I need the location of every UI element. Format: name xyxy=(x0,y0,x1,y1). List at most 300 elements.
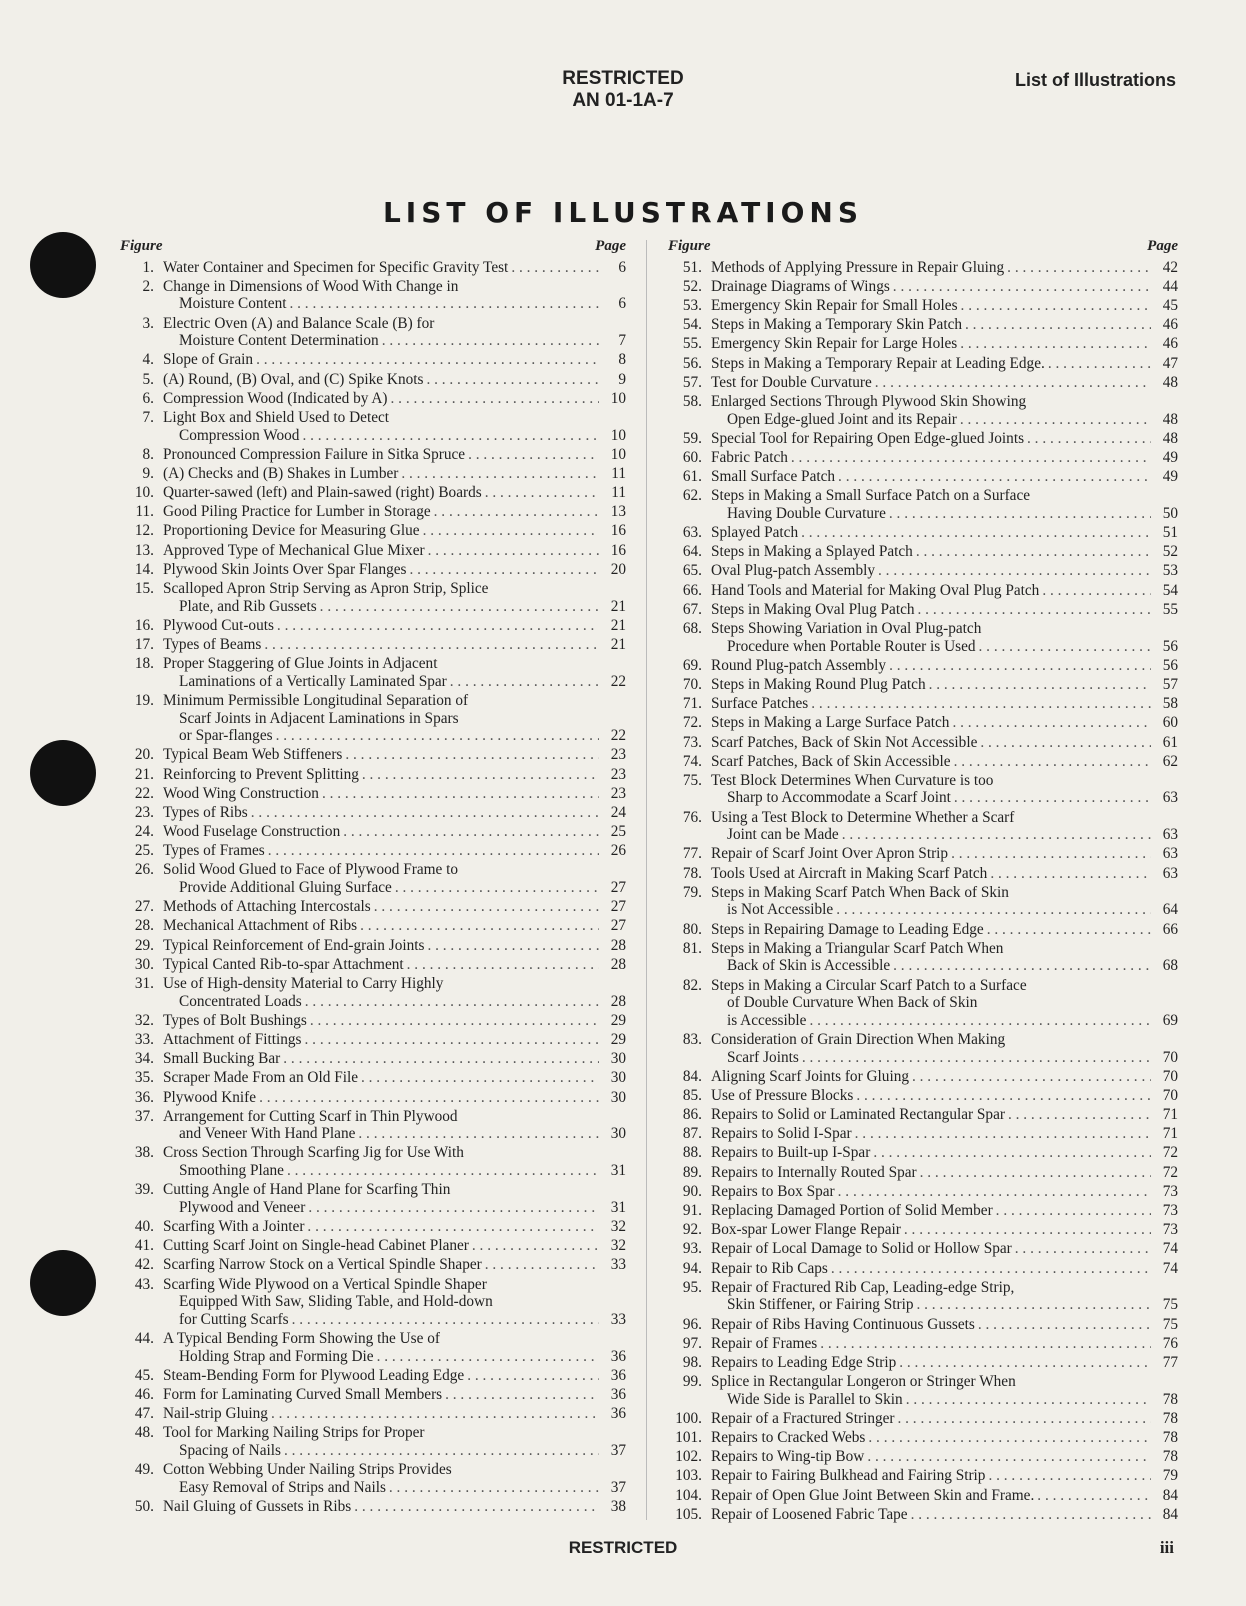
figure-entry xyxy=(668,809,1178,844)
figure-caption-line: Types of Beams xyxy=(163,635,262,653)
dot-leader xyxy=(310,1012,599,1030)
dot-leader xyxy=(468,446,599,464)
figure-page-number: 51 xyxy=(1162,524,1178,542)
figure-number: 40. xyxy=(134,1218,154,1236)
figure-number: 27. xyxy=(134,898,154,916)
figure-number: 96. xyxy=(682,1315,702,1333)
figure-caption-line: Water Container and Specimen for Specific Gravity Test xyxy=(163,258,509,276)
figure-caption-line: Special Tool for Repairing Open Edge-glued Joints xyxy=(711,429,1025,447)
figure-caption-line: Scarf Joints xyxy=(727,1048,799,1066)
dot-leader xyxy=(954,789,1151,807)
figure-page-number: 28 xyxy=(610,955,626,973)
figure-number: 35. xyxy=(134,1069,154,1087)
figure-number: 52. xyxy=(682,277,702,295)
figure-caption-line: Laminations of a Vertically Laminated Spar xyxy=(179,672,447,690)
figure-page-number: 30 xyxy=(610,1069,626,1087)
figure-number: 44. xyxy=(134,1329,154,1347)
figure-number: 89. xyxy=(682,1163,702,1181)
figure-caption-line: (A) Round, (B) Oval, and (C) Spike Knots xyxy=(163,370,424,388)
figure-number: 51. xyxy=(682,258,702,276)
figure-entry xyxy=(668,772,1178,807)
figure-page-number: 50 xyxy=(1162,504,1178,522)
figure-page-number: 22 xyxy=(610,672,626,690)
figure-page-number: 16 xyxy=(610,522,626,540)
figure-number: 77. xyxy=(682,845,702,863)
figure-page-number: 37 xyxy=(610,1441,626,1459)
figure-entry xyxy=(668,753,1178,771)
figure-page-number: 63 xyxy=(1162,864,1178,882)
dot-leader xyxy=(305,1031,599,1049)
figure-entry xyxy=(668,1410,1178,1428)
figure-entry xyxy=(668,1354,1178,1372)
dot-leader xyxy=(838,468,1151,486)
figure-caption-line: Repairs to Wing-tip Bow xyxy=(711,1448,865,1466)
figure-caption-line: Slope of Grain xyxy=(163,351,254,369)
dot-leader xyxy=(952,714,1151,732)
figure-entry xyxy=(668,1106,1178,1124)
dot-leader xyxy=(906,1391,1151,1409)
dot-leader xyxy=(960,335,1151,353)
figure-number: 75. xyxy=(682,771,702,789)
dot-leader xyxy=(996,1202,1151,1220)
dot-leader xyxy=(878,562,1151,580)
figure-number: 72. xyxy=(682,714,702,732)
figure-caption-line: Tools Used at Aircraft in Making Scarf Patch xyxy=(711,864,988,882)
figure-page-number: 72 xyxy=(1162,1144,1178,1162)
dot-leader xyxy=(308,1199,599,1217)
figure-number: 9. xyxy=(142,464,154,482)
dot-leader xyxy=(951,845,1151,863)
dot-leader xyxy=(809,1012,1151,1030)
figure-page-number: 36 xyxy=(610,1347,626,1365)
dot-leader xyxy=(511,259,599,277)
figure-number: 29. xyxy=(134,936,154,954)
dot-leader xyxy=(1042,582,1151,600)
figure-entry xyxy=(120,371,626,389)
figure-caption-line: Oval Plug-patch Assembly xyxy=(711,562,876,580)
figure-page-number: 79 xyxy=(1162,1467,1178,1485)
figure-caption-line: Repairs to Cracked Webs xyxy=(711,1429,866,1447)
figure-page-number: 27 xyxy=(610,917,626,935)
dot-leader xyxy=(920,1164,1151,1182)
figure-caption-line: Small Bucking Bar xyxy=(163,1050,281,1068)
figure-caption-line: Wood Wing Construction xyxy=(163,784,319,802)
figure-entry xyxy=(120,446,626,464)
figure-page-number: 49 xyxy=(1162,448,1178,466)
dot-leader xyxy=(287,1162,599,1180)
figure-entry xyxy=(668,543,1178,561)
figure-number: 43. xyxy=(134,1275,154,1293)
figure-number: 69. xyxy=(682,656,702,674)
figure-caption-line: Attachment of Fittings xyxy=(163,1030,302,1048)
figure-caption-line: Scraper Made From an Old File xyxy=(163,1069,358,1087)
figure-caption-line: Fabric Patch xyxy=(711,448,788,466)
dot-leader xyxy=(268,842,599,860)
dot-leader xyxy=(259,1089,599,1107)
dot-leader xyxy=(322,785,599,803)
figure-number: 53. xyxy=(682,296,702,314)
figure-page-number: 23 xyxy=(610,784,626,802)
dot-leader xyxy=(320,598,599,616)
figure-page-number: 26 xyxy=(610,842,626,860)
figure-number: 99. xyxy=(682,1373,702,1391)
figure-entry xyxy=(668,845,1178,863)
figure-caption-line: or Spar-flanges xyxy=(179,727,273,745)
figure-number: 63. xyxy=(682,524,702,542)
figure-number: 62. xyxy=(682,487,702,505)
figure-entry xyxy=(120,1031,626,1049)
figure-entry xyxy=(668,1125,1178,1143)
figure-entry xyxy=(668,1487,1178,1505)
figure-caption-line: Plywood Knife xyxy=(163,1088,257,1106)
figure-page-number: 25 xyxy=(610,823,626,841)
dot-leader xyxy=(264,636,599,654)
figure-page-number: 69 xyxy=(1162,1011,1178,1029)
figure-page-number: 73 xyxy=(1162,1202,1178,1220)
figure-page-number: 71 xyxy=(1162,1106,1178,1124)
figure-number: 80. xyxy=(682,920,702,938)
figure-number: 30. xyxy=(134,955,154,973)
figure-entry xyxy=(668,1164,1178,1182)
figure-caption-line: Approved Type of Mechanical Glue Mixer xyxy=(163,541,425,559)
figure-number: 1. xyxy=(142,258,154,276)
figure-page-number: 31 xyxy=(610,1198,626,1216)
dot-leader xyxy=(290,295,600,313)
figure-page-number: 44 xyxy=(1162,277,1178,295)
column-divider xyxy=(646,240,647,1520)
figure-number: 85. xyxy=(682,1086,702,1104)
figure-page-number: 32 xyxy=(610,1218,626,1236)
figure-caption-line: Proper Staggering of Glue Joints in Adjacent xyxy=(163,655,438,673)
figure-number: 102. xyxy=(675,1448,702,1466)
figure-caption-line: Sharp to Accommodate a Scarf Joint xyxy=(727,789,951,807)
figure-caption-line: Round Plug-patch Assembly xyxy=(711,656,887,674)
figure-number: 83. xyxy=(682,1030,702,1048)
dot-leader xyxy=(360,917,599,935)
figure-number: 92. xyxy=(682,1221,702,1239)
figure-entry xyxy=(120,561,626,579)
header-doc-number: AN 01-1A-7 xyxy=(572,90,674,111)
figure-caption-line: Equipped With Saw, Sliding Table, and Hold-down xyxy=(179,1293,493,1311)
dot-leader xyxy=(485,484,599,502)
figure-caption-line: Having Double Curvature xyxy=(727,504,886,522)
figure-page-number: 78 xyxy=(1162,1390,1178,1408)
figure-caption-line: Repair of a Fractured Stringer xyxy=(711,1409,895,1427)
dot-leader xyxy=(791,449,1151,467)
figure-number: 70. xyxy=(682,675,702,693)
dot-leader xyxy=(801,524,1151,542)
figure-page-number: 75 xyxy=(1162,1296,1178,1314)
figure-page-number: 61 xyxy=(1162,733,1178,751)
figure-caption-line: Scarf Joints in Adjacent Laminations in Spars xyxy=(179,709,459,727)
figure-caption-line: Steps in Making a Large Surface Patch xyxy=(711,714,950,732)
figure-number: 95. xyxy=(682,1278,702,1296)
figure-number: 19. xyxy=(134,691,154,709)
dot-leader xyxy=(361,1069,599,1087)
dot-leader xyxy=(820,1335,1151,1353)
figure-number: 60. xyxy=(682,448,702,466)
figure-caption-line: Steps in Making a Temporary Repair at Leading Edge. xyxy=(711,354,1045,372)
dot-leader xyxy=(954,753,1151,771)
figure-number: 49. xyxy=(134,1461,154,1479)
figure-number: 47. xyxy=(134,1405,154,1423)
dot-leader xyxy=(256,351,599,369)
figure-page-number: 16 xyxy=(610,541,626,559)
dot-leader xyxy=(873,1144,1151,1162)
dot-leader xyxy=(990,865,1151,883)
figure-entry xyxy=(120,465,626,483)
figure-entry xyxy=(120,259,626,277)
figure-number: 88. xyxy=(682,1144,702,1162)
figure-entry xyxy=(120,522,626,540)
figure-caption-line: Repairs to Box Spar xyxy=(711,1182,835,1200)
figure-caption-line: Types of Bolt Bushings xyxy=(163,1011,307,1029)
figure-entry xyxy=(668,921,1178,939)
dot-leader xyxy=(428,542,599,560)
figure-caption-line: Repairs to Solid I-Spar xyxy=(711,1125,852,1143)
figure-caption-line: of Double Curvature When Back of Skin xyxy=(727,994,978,1012)
figure-number: 42. xyxy=(134,1256,154,1274)
dot-leader xyxy=(893,278,1151,296)
dot-leader xyxy=(1048,355,1151,373)
figure-caption-line: Scarfing Narrow Stock on a Vertical Spindle Shaper xyxy=(163,1256,482,1274)
dot-leader xyxy=(988,1467,1151,1485)
figure-entry xyxy=(120,1367,626,1385)
figure-page-number: 11 xyxy=(611,484,626,502)
figure-number: 71. xyxy=(682,695,702,713)
figure-entry xyxy=(120,655,626,690)
figure-number: 45. xyxy=(134,1366,154,1384)
figure-entry xyxy=(668,468,1178,486)
figure-page-number: 31 xyxy=(610,1162,626,1180)
dot-leader xyxy=(836,901,1151,919)
dot-leader xyxy=(358,1125,599,1143)
figure-caption-line: Emergency Skin Repair for Small Holes xyxy=(711,296,958,314)
figure-caption-line: Repair of Frames xyxy=(711,1334,818,1352)
footer-classification: RESTRICTED xyxy=(568,1538,678,1557)
figure-caption-line: Solid Wood Glued to Face of Plywood Frame to xyxy=(163,861,459,879)
figure-page-number: 76 xyxy=(1162,1334,1178,1352)
figure-page-number: 33 xyxy=(610,1256,626,1274)
figure-entry xyxy=(668,940,1178,975)
figure-page-number: 70 xyxy=(1162,1048,1178,1066)
figure-caption-line: Repair of Fractured Rib Cap, Leading-edge Strip, xyxy=(711,1278,1015,1296)
dot-leader xyxy=(423,522,599,540)
figure-page-number: 20 xyxy=(610,560,626,578)
figure-caption-line: is Not Accessible xyxy=(727,901,834,919)
figure-page-number: 24 xyxy=(610,803,626,821)
figure-page-number: 21 xyxy=(610,635,626,653)
dot-leader xyxy=(251,804,599,822)
dot-leader xyxy=(467,1367,599,1385)
figure-page-number: 6 xyxy=(618,295,626,313)
figure-caption-line: Consideration of Grain Direction When Making xyxy=(711,1030,1006,1048)
figure-page-number: 6 xyxy=(618,258,626,276)
figure-caption-line: Open Edge-glued Joint and its Repair xyxy=(727,410,957,428)
figure-entry xyxy=(668,620,1178,655)
figure-caption-line: Methods of Applying Pressure in Repair Gluing xyxy=(711,258,1005,276)
figure-entry xyxy=(120,1405,626,1423)
figure-number: 14. xyxy=(134,560,154,578)
figure-entry xyxy=(120,1069,626,1087)
figure-caption-line: Proportioning Device for Measuring Glue xyxy=(163,522,420,540)
figure-number: 31. xyxy=(134,974,154,992)
figure-caption-line: Splayed Patch xyxy=(711,524,799,542)
figure-page-number: 63 xyxy=(1162,789,1178,807)
figure-caption-line: Joint can be Made xyxy=(727,826,839,844)
figure-entry xyxy=(120,484,626,502)
figure-caption-line: Light Box and Shield Used to Detect xyxy=(163,408,390,426)
dot-leader xyxy=(427,937,599,955)
figure-entry xyxy=(668,430,1178,448)
figure-caption-line: Minimum Permissible Longitudinal Separation of xyxy=(163,691,469,709)
figure-caption-line: Wide Side is Parallel to Skin xyxy=(727,1390,903,1408)
figure-page-number: 78 xyxy=(1162,1409,1178,1427)
figure-entry xyxy=(120,975,626,1010)
figure-entry xyxy=(668,1335,1178,1353)
figure-page-number: 74 xyxy=(1162,1259,1178,1277)
figure-number: 18. xyxy=(134,655,154,673)
figure-caption-line: Electric Oven (A) and Balance Scale (B) for xyxy=(163,314,435,332)
page-column-label: Page xyxy=(595,238,626,254)
figure-page-number: 77 xyxy=(1162,1353,1178,1371)
dot-leader xyxy=(362,766,599,784)
figure-entry xyxy=(120,1386,626,1404)
figure-page-number: 63 xyxy=(1162,845,1178,863)
figure-page-number: 23 xyxy=(610,765,626,783)
page-title: LIST OF ILLUSTRATIONS xyxy=(382,196,864,229)
figure-number: 98. xyxy=(682,1353,702,1371)
figure-number: 10. xyxy=(134,484,154,502)
figure-number: 58. xyxy=(682,392,702,410)
figure-number: 68. xyxy=(682,619,702,637)
figure-caption-line: Concentrated Loads xyxy=(179,992,302,1010)
figure-caption-line: Cross Section Through Scarfing Jig for Use With xyxy=(163,1144,464,1162)
figure-number: 101. xyxy=(675,1429,702,1447)
figure-entry xyxy=(668,1087,1178,1105)
figure-entry xyxy=(120,804,626,822)
figure-number: 16. xyxy=(134,616,154,634)
figure-caption-line: Nail Gluing of Gussets in Ribs xyxy=(163,1497,352,1515)
figure-entry xyxy=(668,335,1178,353)
figure-page-number: 36 xyxy=(610,1385,626,1403)
figure-caption-line: Procedure when Portable Router is Used xyxy=(727,637,976,655)
figure-entry xyxy=(668,1506,1178,1524)
figure-caption-line: Test for Double Curvature xyxy=(711,373,872,391)
dot-leader xyxy=(889,657,1151,675)
figure-caption-line: Tool for Marking Nailing Strips for Proper xyxy=(163,1424,425,1442)
figure-entry xyxy=(120,1218,626,1236)
figure-page-number: 42 xyxy=(1162,258,1178,276)
figure-number: 32. xyxy=(134,1011,154,1029)
figure-entry xyxy=(120,1108,626,1143)
figure-number: 79. xyxy=(682,883,702,901)
dot-leader xyxy=(485,1256,599,1274)
figure-entry xyxy=(120,937,626,955)
figure-entry xyxy=(668,695,1178,713)
figure-caption-line: Cotton Webbing Under Nailing Strips Provides xyxy=(163,1461,452,1479)
figure-entry xyxy=(120,1050,626,1068)
figure-entry xyxy=(120,785,626,803)
dot-leader xyxy=(284,1442,599,1460)
figure-page-number: 47 xyxy=(1162,354,1178,372)
dot-leader xyxy=(916,1296,1151,1314)
figure-page-number: 54 xyxy=(1162,581,1178,599)
dot-leader xyxy=(445,1386,599,1404)
figure-caption-line: Scarfing With a Jointer xyxy=(163,1218,305,1236)
dot-leader xyxy=(987,921,1151,939)
figure-caption-line: Use of Pressure Blocks xyxy=(711,1086,854,1104)
figure-entry xyxy=(668,297,1178,315)
figure-number: 64. xyxy=(682,543,702,561)
figure-caption-line: Aligning Scarf Joints for Gluing xyxy=(711,1067,909,1085)
figure-page-number: 78 xyxy=(1162,1429,1178,1447)
figure-entry xyxy=(668,1373,1178,1408)
figure-page-number: 49 xyxy=(1162,468,1178,486)
dot-leader xyxy=(838,1183,1151,1201)
figure-entry xyxy=(668,278,1178,296)
figure-entry xyxy=(668,562,1178,580)
figure-caption-line: Plywood and Veneer xyxy=(179,1198,306,1216)
figure-number: 13. xyxy=(134,541,154,559)
figure-caption-line: Steps in Making Oval Plug Patch xyxy=(711,600,915,618)
figure-entry xyxy=(668,977,1178,1030)
figure-entry xyxy=(120,580,626,615)
figure-page-number: 48 xyxy=(1162,373,1178,391)
dot-leader xyxy=(889,505,1151,523)
figure-caption-line: Scarf Patches, Back of Skin Accessible xyxy=(711,752,951,770)
dot-leader xyxy=(1027,430,1151,448)
figure-caption-line: Repair of Ribs Having Continuous Gussets xyxy=(711,1315,975,1333)
figure-page-number: 10 xyxy=(610,426,626,444)
dot-leader xyxy=(978,1316,1151,1334)
figure-number: 57. xyxy=(682,373,702,391)
figure-caption-line: Methods of Attaching Intercostals xyxy=(163,898,371,916)
figure-caption-line: Typical Canted Rib-to-spar Attachment xyxy=(163,955,404,973)
figure-caption-line: Plywood Cut-outs xyxy=(163,616,274,634)
dot-leader xyxy=(395,879,599,897)
figure-entry xyxy=(120,278,626,313)
figure-page-number: 33 xyxy=(610,1310,626,1328)
figure-entry xyxy=(120,1498,626,1516)
figure-caption-line: Splice in Rectangular Longeron or Stringer When xyxy=(711,1373,1016,1391)
figure-entry xyxy=(120,917,626,935)
figure-page-number: 56 xyxy=(1162,656,1178,674)
figure-page-number: 73 xyxy=(1162,1221,1178,1239)
figure-caption-line: Repair of Local Damage to Solid or Hollow Spar xyxy=(711,1240,1012,1258)
figure-entry xyxy=(120,1181,626,1216)
figure-number: 22. xyxy=(134,784,154,802)
dot-leader xyxy=(842,826,1151,844)
figure-number: 12. xyxy=(134,522,154,540)
figure-number: 78. xyxy=(682,864,702,882)
figure-page-number: 45 xyxy=(1162,296,1178,314)
figure-page-number: 30 xyxy=(610,1050,626,1068)
figure-page-number: 84 xyxy=(1162,1505,1178,1523)
figure-page-number: 30 xyxy=(610,1088,626,1106)
figure-entry xyxy=(668,1202,1178,1220)
figure-caption-line: Steps Showing Variation in Oval Plug-patch xyxy=(711,619,982,637)
figure-number: 8. xyxy=(142,445,154,463)
figure-page-number: 27 xyxy=(610,898,626,916)
figure-caption-line: Steps in Making Scarf Patch When Back of Skin xyxy=(711,883,1009,901)
figure-caption-line: Repairs to Built-up I-Spar xyxy=(711,1144,871,1162)
figure-caption-line: Steps in Making a Temporary Skin Patch xyxy=(711,316,963,334)
figure-entry xyxy=(120,1089,626,1107)
figure-column-label: Figure xyxy=(120,238,163,254)
dot-leader xyxy=(382,332,599,350)
right-figure-list xyxy=(668,259,1178,1524)
